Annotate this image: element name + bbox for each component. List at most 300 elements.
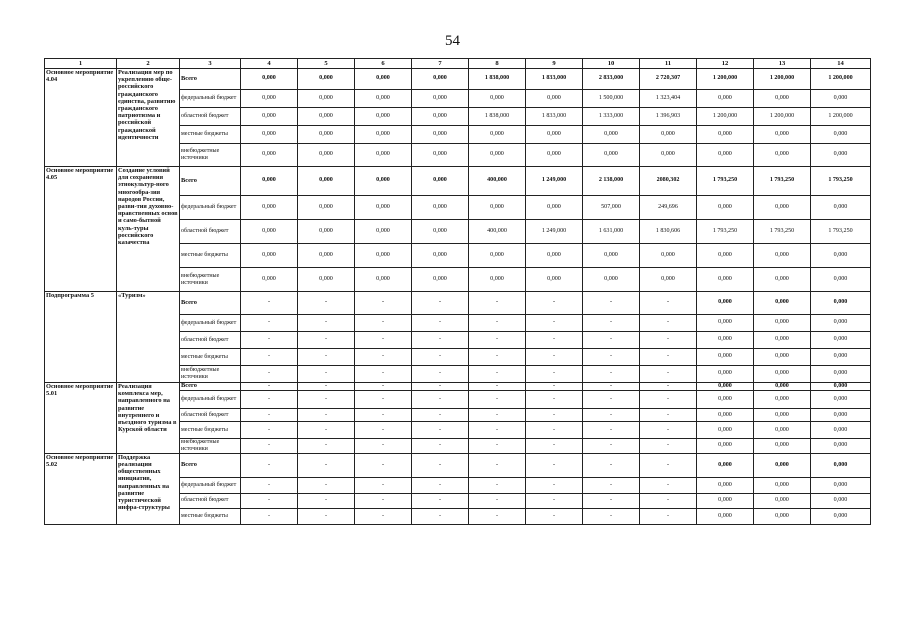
- value-cell: 0,000: [811, 391, 871, 409]
- value-cell: 0,000: [241, 167, 298, 196]
- value-cell: -: [640, 366, 697, 383]
- value-cell: 0,000: [697, 383, 754, 391]
- value-cell: -: [640, 453, 697, 477]
- value-cell: 0,000: [811, 422, 871, 439]
- value-cell: -: [526, 493, 583, 508]
- value-cell: -: [583, 332, 640, 349]
- value-cell: -: [583, 422, 640, 439]
- value-cell: 0,000: [697, 439, 754, 454]
- column-header: 5: [298, 59, 355, 69]
- value-cell: -: [526, 366, 583, 383]
- value-cell: 0,000: [697, 332, 754, 349]
- value-cell: -: [583, 315, 640, 332]
- value-cell: 0,000: [298, 220, 355, 244]
- value-cell: -: [298, 439, 355, 454]
- value-cell: 0,000: [754, 366, 811, 383]
- value-cell: -: [469, 493, 526, 508]
- value-cell: 1 833,000: [526, 69, 583, 90]
- value-cell: -: [583, 391, 640, 409]
- value-cell: -: [526, 391, 583, 409]
- funding-source-label: местные бюджеты: [180, 508, 241, 524]
- value-cell: 1 333,000: [583, 108, 640, 126]
- value-cell: 0,000: [469, 244, 526, 268]
- section-title: Создание условий для сохранения этнокультур-ного многообра-зия народов России, разви-тия духовно-нравственных основ и само-бытной куль-туры российского казачества: [117, 167, 180, 292]
- value-cell: 0,000: [412, 126, 469, 144]
- value-cell: 0,000: [241, 144, 298, 167]
- value-cell: 1 200,000: [697, 69, 754, 90]
- section-name: Подпрограмма 5: [45, 292, 117, 383]
- value-cell: -: [583, 409, 640, 422]
- value-cell: 400,000: [469, 220, 526, 244]
- column-header: 12: [697, 59, 754, 69]
- funding-source-label: областной бюджет: [180, 108, 241, 126]
- column-header: 9: [526, 59, 583, 69]
- funding-source-label: Всего: [180, 292, 241, 315]
- value-cell: -: [583, 366, 640, 383]
- value-cell: -: [355, 439, 412, 454]
- value-cell: -: [640, 439, 697, 454]
- value-cell: 0,000: [697, 90, 754, 108]
- value-cell: 0,000: [754, 349, 811, 366]
- value-cell: 1 833,000: [526, 108, 583, 126]
- value-cell: 1 793,250: [754, 220, 811, 244]
- table-row: [45, 453, 871, 477]
- value-cell: 1 631,000: [583, 220, 640, 244]
- value-cell: -: [583, 383, 640, 391]
- value-cell: -: [298, 453, 355, 477]
- funding-source-label: федеральный бюджет: [180, 90, 241, 108]
- value-cell: 0,000: [754, 493, 811, 508]
- value-cell: 0,000: [241, 126, 298, 144]
- value-cell: 1 793,250: [811, 167, 871, 196]
- value-cell: 0,000: [241, 108, 298, 126]
- value-cell: -: [526, 349, 583, 366]
- value-cell: -: [355, 409, 412, 422]
- value-cell: 1 793,250: [811, 220, 871, 244]
- value-cell: -: [640, 315, 697, 332]
- value-cell: -: [526, 292, 583, 315]
- value-cell: 1 793,250: [697, 167, 754, 196]
- value-cell: -: [241, 508, 298, 524]
- value-cell: -: [241, 383, 298, 391]
- funding-source-label: федеральный бюджет: [180, 315, 241, 332]
- value-cell: -: [298, 292, 355, 315]
- value-cell: -: [526, 332, 583, 349]
- value-cell: -: [298, 409, 355, 422]
- section-name: Основное мероприятие 5.01: [45, 383, 117, 454]
- value-cell: -: [640, 409, 697, 422]
- value-cell: 0,000: [298, 90, 355, 108]
- value-cell: -: [640, 383, 697, 391]
- value-cell: -: [298, 391, 355, 409]
- funding-source-label: Всего: [180, 453, 241, 477]
- value-cell: 0,000: [298, 69, 355, 90]
- value-cell: -: [526, 439, 583, 454]
- column-header: 13: [754, 59, 811, 69]
- value-cell: 0,000: [526, 196, 583, 220]
- funding-source-label: местные бюджеты: [180, 349, 241, 366]
- page-number: 54: [445, 33, 460, 49]
- value-cell: -: [583, 508, 640, 524]
- value-cell: 0,000: [583, 244, 640, 268]
- value-cell: -: [298, 366, 355, 383]
- value-cell: -: [412, 422, 469, 439]
- value-cell: -: [526, 409, 583, 422]
- funding-source-label: областной бюджет: [180, 493, 241, 508]
- value-cell: 0,000: [583, 126, 640, 144]
- value-cell: 2 138,000: [583, 167, 640, 196]
- section-name: Основное мероприятие 5.02: [45, 453, 117, 524]
- value-cell: -: [412, 391, 469, 409]
- value-cell: -: [583, 453, 640, 477]
- value-cell: -: [469, 439, 526, 454]
- value-cell: -: [241, 477, 298, 493]
- value-cell: 0,000: [697, 349, 754, 366]
- value-cell: -: [355, 366, 412, 383]
- value-cell: 0,000: [355, 167, 412, 196]
- value-cell: 0,000: [811, 315, 871, 332]
- value-cell: 1 200,000: [697, 108, 754, 126]
- value-cell: -: [412, 332, 469, 349]
- value-cell: 1 500,000: [583, 90, 640, 108]
- value-cell: 0,000: [298, 244, 355, 268]
- funding-source-label: местные бюджеты: [180, 422, 241, 439]
- value-cell: -: [241, 409, 298, 422]
- value-cell: -: [241, 366, 298, 383]
- value-cell: 0,000: [754, 126, 811, 144]
- funding-source-label: Всего: [180, 167, 241, 196]
- value-cell: 0,000: [298, 126, 355, 144]
- funding-source-label: внебюджетные источники: [180, 439, 241, 454]
- section-name: Основное мероприятие 4.05: [45, 167, 117, 292]
- funding-source-label: внебюджетные источники: [180, 366, 241, 383]
- value-cell: 0,000: [526, 244, 583, 268]
- value-cell: 0,000: [469, 196, 526, 220]
- value-cell: -: [412, 315, 469, 332]
- value-cell: 0,000: [241, 220, 298, 244]
- value-cell: 0,000: [811, 90, 871, 108]
- value-cell: -: [355, 315, 412, 332]
- value-cell: -: [469, 383, 526, 391]
- value-cell: -: [298, 422, 355, 439]
- value-cell: -: [583, 292, 640, 315]
- value-cell: 0,000: [754, 439, 811, 454]
- value-cell: 0,000: [754, 508, 811, 524]
- value-cell: -: [241, 391, 298, 409]
- value-cell: 0,000: [697, 508, 754, 524]
- value-cell: -: [469, 422, 526, 439]
- value-cell: -: [241, 292, 298, 315]
- value-cell: -: [298, 383, 355, 391]
- value-cell: -: [355, 332, 412, 349]
- value-cell: 1 200,000: [754, 69, 811, 90]
- value-cell: -: [583, 349, 640, 366]
- value-cell: 0,000: [754, 90, 811, 108]
- value-cell: 0,000: [697, 196, 754, 220]
- value-cell: 0,000: [640, 126, 697, 144]
- value-cell: 0,000: [697, 244, 754, 268]
- value-cell: 0,000: [697, 453, 754, 477]
- value-cell: 0,000: [811, 366, 871, 383]
- funding-source-label: местные бюджеты: [180, 244, 241, 268]
- value-cell: -: [640, 391, 697, 409]
- value-cell: 0,000: [811, 349, 871, 366]
- value-cell: -: [469, 508, 526, 524]
- value-cell: -: [526, 453, 583, 477]
- value-cell: -: [640, 508, 697, 524]
- value-cell: 0,000: [355, 90, 412, 108]
- header-row: [45, 59, 871, 69]
- value-cell: -: [298, 315, 355, 332]
- value-cell: 0,000: [754, 268, 811, 292]
- value-cell: -: [412, 508, 469, 524]
- value-cell: 0,000: [811, 493, 871, 508]
- value-cell: -: [241, 315, 298, 332]
- value-cell: 0,000: [754, 453, 811, 477]
- value-cell: 0,000: [754, 383, 811, 391]
- value-cell: 0,000: [241, 244, 298, 268]
- value-cell: 0,000: [526, 144, 583, 167]
- value-cell: 0,000: [583, 268, 640, 292]
- value-cell: 0,000: [412, 196, 469, 220]
- value-cell: 0,000: [298, 144, 355, 167]
- column-header: 4: [241, 59, 298, 69]
- value-cell: 0,000: [412, 167, 469, 196]
- column-header: 8: [469, 59, 526, 69]
- value-cell: 1 323,404: [640, 90, 697, 108]
- value-cell: -: [640, 332, 697, 349]
- value-cell: 0,000: [697, 126, 754, 144]
- value-cell: 0,000: [298, 108, 355, 126]
- value-cell: 0,000: [640, 268, 697, 292]
- value-cell: 0,000: [811, 409, 871, 422]
- value-cell: 0,000: [811, 196, 871, 220]
- value-cell: 0,000: [754, 477, 811, 493]
- value-cell: 0,000: [811, 126, 871, 144]
- funding-source-label: областной бюджет: [180, 409, 241, 422]
- value-cell: 0,000: [754, 332, 811, 349]
- value-cell: -: [241, 422, 298, 439]
- value-cell: 0,000: [412, 108, 469, 126]
- column-header: 1: [45, 59, 117, 69]
- value-cell: 0,000: [241, 268, 298, 292]
- column-header: 10: [583, 59, 640, 69]
- value-cell: 0,000: [697, 409, 754, 422]
- value-cell: 1 249,000: [526, 220, 583, 244]
- table-row: [45, 383, 871, 391]
- value-cell: -: [412, 366, 469, 383]
- value-cell: 0,000: [526, 90, 583, 108]
- value-cell: 0,000: [754, 244, 811, 268]
- value-cell: 0,000: [754, 409, 811, 422]
- value-cell: 0,000: [697, 477, 754, 493]
- value-cell: 0,000: [355, 268, 412, 292]
- column-header: 11: [640, 59, 697, 69]
- section-title: «Туризм»: [117, 292, 180, 383]
- value-cell: -: [355, 383, 412, 391]
- value-cell: -: [412, 383, 469, 391]
- value-cell: -: [298, 349, 355, 366]
- section-title: Реализация мер по укреплению обще-российского гражданского единства, развитию гражданского патриотизма и российской гражданской идентичности: [117, 69, 180, 167]
- value-cell: 0,000: [697, 366, 754, 383]
- funding-source-label: федеральный бюджет: [180, 477, 241, 493]
- value-cell: 1 830,606: [640, 220, 697, 244]
- value-cell: -: [355, 349, 412, 366]
- value-cell: -: [355, 292, 412, 315]
- value-cell: -: [298, 508, 355, 524]
- value-cell: 0,000: [355, 69, 412, 90]
- value-cell: -: [469, 453, 526, 477]
- value-cell: -: [469, 477, 526, 493]
- value-cell: 0,000: [811, 453, 871, 477]
- value-cell: -: [241, 439, 298, 454]
- value-cell: 1 200,000: [754, 108, 811, 126]
- value-cell: 0,000: [754, 391, 811, 409]
- value-cell: -: [412, 409, 469, 422]
- column-header: 2: [117, 59, 180, 69]
- value-cell: 0,000: [640, 144, 697, 167]
- value-cell: -: [526, 383, 583, 391]
- value-cell: -: [412, 439, 469, 454]
- value-cell: 0,000: [355, 126, 412, 144]
- value-cell: 0,000: [811, 508, 871, 524]
- value-cell: -: [469, 409, 526, 422]
- value-cell: -: [526, 315, 583, 332]
- value-cell: 0,000: [697, 268, 754, 292]
- value-cell: -: [640, 477, 697, 493]
- value-cell: 0,000: [640, 244, 697, 268]
- value-cell: -: [241, 349, 298, 366]
- value-cell: 0,000: [811, 144, 871, 167]
- value-cell: 0,000: [241, 69, 298, 90]
- value-cell: 0,000: [754, 422, 811, 439]
- value-cell: 1 249,000: [526, 167, 583, 196]
- value-cell: 0,000: [811, 244, 871, 268]
- value-cell: 0,000: [811, 292, 871, 315]
- value-cell: -: [583, 439, 640, 454]
- value-cell: 0,000: [811, 477, 871, 493]
- value-cell: 0,000: [412, 144, 469, 167]
- value-cell: -: [526, 422, 583, 439]
- value-cell: -: [640, 422, 697, 439]
- value-cell: 0,000: [754, 292, 811, 315]
- value-cell: -: [412, 292, 469, 315]
- value-cell: -: [355, 422, 412, 439]
- funding-source-label: Всего: [180, 69, 241, 90]
- value-cell: 249,696: [640, 196, 697, 220]
- funding-source-label: областной бюджет: [180, 332, 241, 349]
- value-cell: -: [469, 366, 526, 383]
- value-cell: 0,000: [526, 126, 583, 144]
- value-cell: -: [469, 292, 526, 315]
- value-cell: 400,000: [469, 167, 526, 196]
- value-cell: 0,000: [469, 144, 526, 167]
- column-header: 6: [355, 59, 412, 69]
- value-cell: 0,000: [298, 268, 355, 292]
- value-cell: -: [640, 292, 697, 315]
- budget-table: [44, 58, 871, 525]
- value-cell: 0,000: [355, 220, 412, 244]
- value-cell: -: [526, 477, 583, 493]
- value-cell: -: [355, 493, 412, 508]
- section-title: Реализация комплекса мер, направленного на развитие внутреннего и въездного туризма в Курской области: [117, 383, 180, 454]
- section-title: Поддержка реализации общественных инициатив, направленных на развитие туристической инфра-структуры: [117, 453, 180, 524]
- funding-source-label: Всего: [180, 383, 241, 391]
- value-cell: -: [241, 332, 298, 349]
- value-cell: 0,000: [355, 144, 412, 167]
- value-cell: 1 838,000: [469, 69, 526, 90]
- value-cell: -: [298, 477, 355, 493]
- value-cell: 0,000: [697, 315, 754, 332]
- value-cell: 0,000: [811, 332, 871, 349]
- value-cell: -: [298, 493, 355, 508]
- value-cell: -: [469, 315, 526, 332]
- value-cell: 0,000: [298, 167, 355, 196]
- value-cell: 1 838,000: [469, 108, 526, 126]
- value-cell: 0,000: [469, 268, 526, 292]
- funding-source-label: внебюджетные источники: [180, 268, 241, 292]
- value-cell: 0,000: [412, 244, 469, 268]
- value-cell: 2080,302: [640, 167, 697, 196]
- column-header: 7: [412, 59, 469, 69]
- value-cell: -: [412, 493, 469, 508]
- value-cell: 0,000: [526, 268, 583, 292]
- value-cell: 0,000: [469, 126, 526, 144]
- table-row: [45, 69, 871, 90]
- value-cell: -: [640, 493, 697, 508]
- value-cell: -: [355, 508, 412, 524]
- table-row: [45, 167, 871, 196]
- value-cell: -: [355, 391, 412, 409]
- value-cell: 1 200,000: [811, 69, 871, 90]
- value-cell: 0,000: [697, 144, 754, 167]
- value-cell: 1 793,250: [697, 220, 754, 244]
- funding-source-label: областной бюджет: [180, 220, 241, 244]
- value-cell: -: [412, 477, 469, 493]
- value-cell: 2 833,000: [583, 69, 640, 90]
- value-cell: -: [469, 391, 526, 409]
- column-header: 14: [811, 59, 871, 69]
- funding-source-label: местные бюджеты: [180, 126, 241, 144]
- value-cell: 0,000: [697, 292, 754, 315]
- value-cell: 0,000: [298, 196, 355, 220]
- value-cell: 0,000: [355, 196, 412, 220]
- funding-source-label: внебюджетные источники: [180, 144, 241, 167]
- value-cell: 0,000: [412, 268, 469, 292]
- table-row: [45, 292, 871, 315]
- value-cell: -: [583, 477, 640, 493]
- value-cell: 0,000: [583, 144, 640, 167]
- value-cell: 0,000: [811, 268, 871, 292]
- value-cell: 0,000: [754, 315, 811, 332]
- value-cell: 0,000: [697, 391, 754, 409]
- section-name: Основное мероприятие 4.04: [45, 69, 117, 167]
- value-cell: 507,000: [583, 196, 640, 220]
- value-cell: 0,000: [754, 144, 811, 167]
- value-cell: -: [469, 332, 526, 349]
- value-cell: 0,000: [412, 220, 469, 244]
- value-cell: 1 396,903: [640, 108, 697, 126]
- value-cell: 0,000: [697, 493, 754, 508]
- value-cell: -: [241, 453, 298, 477]
- value-cell: -: [526, 508, 583, 524]
- value-cell: 0,000: [697, 422, 754, 439]
- value-cell: -: [412, 349, 469, 366]
- value-cell: -: [241, 493, 298, 508]
- value-cell: 0,000: [811, 439, 871, 454]
- value-cell: -: [412, 453, 469, 477]
- value-cell: 2 720,307: [640, 69, 697, 90]
